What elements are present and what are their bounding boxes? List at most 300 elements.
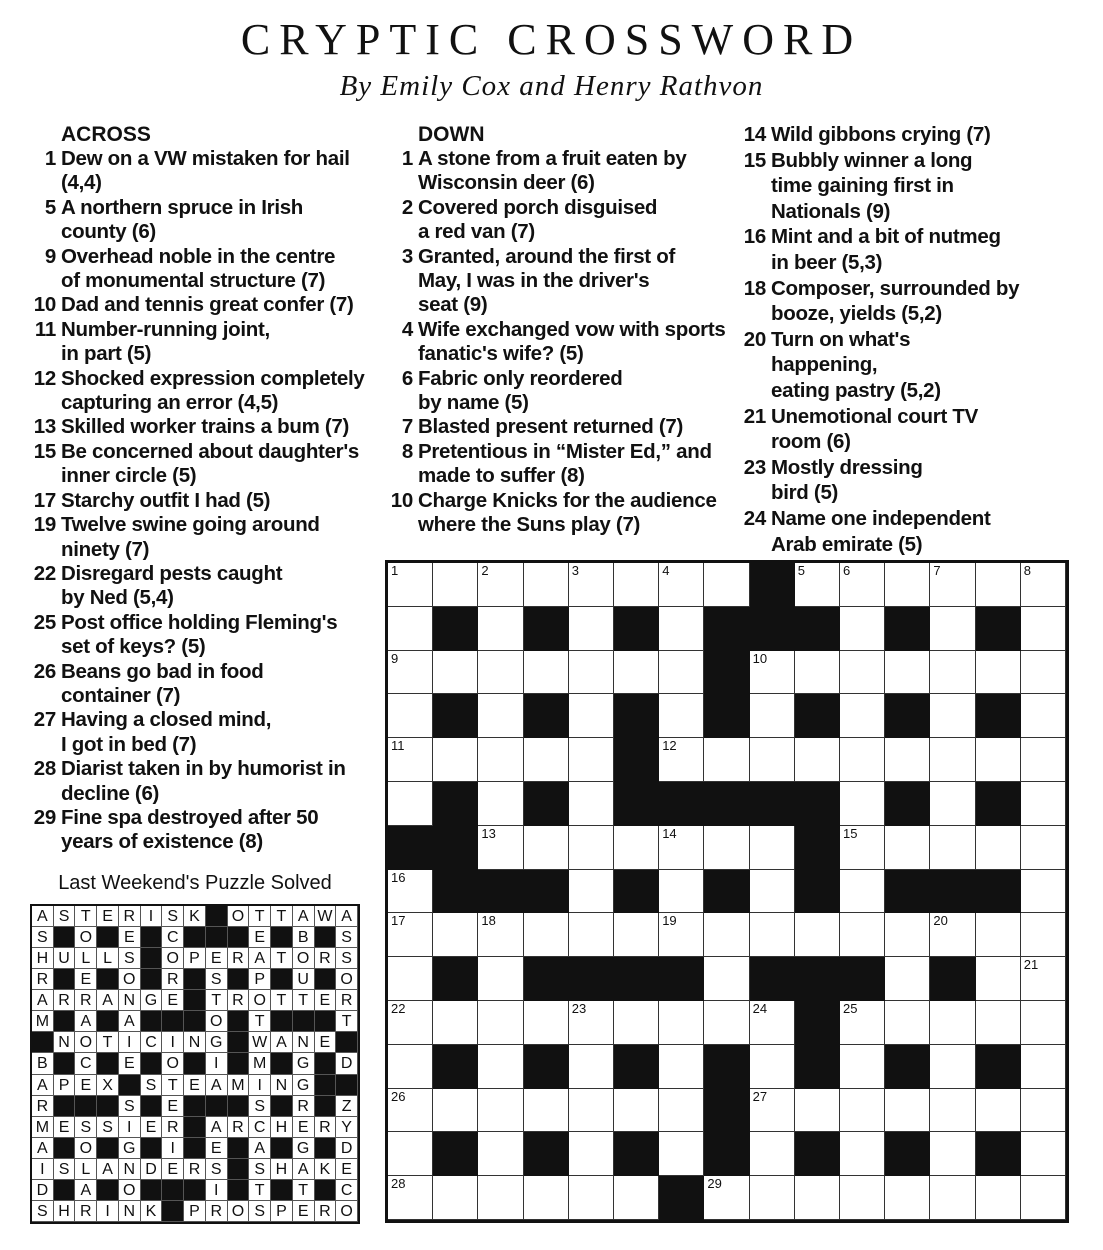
grid-cell[interactable] [1021,957,1066,1001]
grid-block [795,870,840,914]
grid-cell[interactable] [704,1001,749,1045]
grid-cell[interactable] [885,1176,930,1220]
solved-cell: P [54,1075,76,1096]
solved-cell: A [32,990,54,1011]
grid-cell[interactable] [930,738,975,782]
grid-cell[interactable] [750,651,795,695]
grid-cell[interactable] [885,1089,930,1133]
grid-cell[interactable] [840,651,885,695]
solved-cell: O [206,1011,228,1032]
clue-text: Having a closed mind, I got in bed (7) [61,708,272,756]
solved-cell: O [228,906,250,927]
solved-block [97,927,119,948]
solved-cell: E [119,927,141,948]
grid-cell[interactable] [1021,870,1066,914]
grid-cell[interactable] [659,607,704,651]
clue-number: 5 [44,195,56,219]
clue-number: 8 [401,439,413,463]
solved-cell: T [75,906,97,927]
grid-cell[interactable] [930,826,975,870]
solved-cell: T [249,906,271,927]
grid-cell[interactable] [750,826,795,870]
grid-cell[interactable] [840,563,885,607]
solved-cell: B [293,927,315,948]
grid-cell[interactable] [524,826,569,870]
grid-cell[interactable] [885,563,930,607]
grid-cell[interactable] [478,651,523,695]
solved-cell: I [119,1032,141,1053]
across-clue-1 [28,147,373,196]
solved-cell: W [249,1032,271,1053]
grid-cell-number: 16 [391,869,406,885]
grid-cell[interactable] [433,563,478,607]
grid-cell[interactable] [433,738,478,782]
grid-cell[interactable] [704,1176,749,1220]
grid-cell[interactable] [750,1045,795,1089]
grid-cell-number: 12 [662,738,677,754]
solved-cell: O [75,927,97,948]
solved-block [271,1053,293,1074]
grid-cell[interactable] [1021,694,1066,738]
grid-cell[interactable] [614,1089,659,1133]
grid-cell[interactable] [433,1001,478,1045]
solved-cell: L [75,948,97,969]
grid-cell[interactable] [1021,1089,1066,1133]
grid-cell[interactable] [524,1176,569,1220]
solved-cell: T [249,1011,271,1032]
crossword-grid[interactable] [385,560,1069,1223]
solved-cell: A [249,948,271,969]
grid-cell[interactable] [524,738,569,782]
solved-cell: A [206,1075,228,1096]
grid-block [976,782,1021,826]
grid-cell[interactable] [840,1045,885,1089]
grid-cell[interactable] [1021,1001,1066,1045]
grid-cell[interactable] [1021,1045,1066,1089]
grid-block [976,607,1021,651]
solved-cell: T [336,1011,358,1032]
grid-cell[interactable] [478,607,523,651]
grid-cell[interactable] [840,826,885,870]
grid-cell[interactable] [930,651,975,695]
clue-number: 28 [33,757,56,781]
grid-cell[interactable] [1021,826,1066,870]
grid-cell[interactable] [795,1176,840,1220]
solved-block [184,969,206,990]
solved-cell: O [249,990,271,1011]
grid-cell[interactable] [930,1176,975,1220]
grid-cell[interactable] [1021,607,1066,651]
grid-cell[interactable] [885,913,930,957]
grid-cell[interactable] [885,826,930,870]
grid-cell-number: 13 [481,825,496,841]
down-clue-16 [738,224,1083,275]
grid-block [885,1132,930,1176]
grid-cell[interactable] [750,1176,795,1220]
grid-cell[interactable] [1021,1176,1066,1220]
grid-cell[interactable] [524,913,569,957]
solved-cell: R [315,1117,337,1138]
grid-cell[interactable] [569,1045,614,1089]
solved-block [184,1011,206,1032]
grid-cell[interactable] [569,563,614,607]
solved-block [293,1011,315,1032]
grid-cell-number: 22 [391,1001,406,1016]
grid-cell[interactable] [388,607,433,651]
grid-cell[interactable] [976,957,1021,1001]
solved-cell: E [184,1075,206,1096]
grid-cell[interactable] [478,957,523,1001]
grid-cell[interactable] [840,870,885,914]
grid-cell[interactable] [614,1001,659,1045]
grid-cell[interactable] [930,1045,975,1089]
grid-cell[interactable] [704,738,749,782]
solved-block [97,1138,119,1159]
down-clue-4 [385,318,730,367]
grid-block [614,1045,659,1089]
across-clue-17 [28,489,373,513]
grid-cell[interactable] [750,1132,795,1176]
solved-cell: E [54,1117,76,1138]
grid-cell[interactable] [976,563,1021,607]
grid-cell[interactable] [704,563,749,607]
grid-cell[interactable] [659,694,704,738]
solved-cell: R [75,990,97,1011]
grid-cell[interactable] [388,694,433,738]
grid-cell-number: 24 [752,1001,768,1016]
grid-cell[interactable] [1021,1132,1066,1176]
grid-cell[interactable] [524,1089,569,1133]
grid-cell[interactable] [885,651,930,695]
grid-block [614,782,659,826]
grid-cell[interactable] [388,870,433,914]
grid-cell[interactable] [524,563,569,607]
grid-cell[interactable] [930,1132,975,1176]
grid-cell[interactable] [1021,913,1066,957]
solved-cell: O [162,948,184,969]
grid-cell[interactable] [478,1176,523,1220]
grid-cell[interactable] [750,1089,795,1133]
grid-cell[interactable] [478,1045,523,1089]
grid-cell[interactable] [659,870,704,914]
grid-cell[interactable] [840,1176,885,1220]
grid-block [478,870,523,914]
clue-number: 6 [401,366,413,390]
grid-cell[interactable] [388,1045,433,1089]
grid-block [704,870,749,914]
grid-cell[interactable] [614,826,659,870]
clue-number: 29 [33,805,56,829]
solved-cell: R [228,1117,250,1138]
grid-cell[interactable] [524,1001,569,1045]
solved-cell: T [97,1032,119,1053]
solved-cell: A [97,1159,119,1180]
grid-cell[interactable] [478,826,523,870]
grid-block [433,694,478,738]
solved-block [75,1096,97,1117]
solved-block [184,1180,206,1201]
grid-cell[interactable] [704,913,749,957]
grid-cell[interactable] [840,1089,885,1133]
solved-cell: B [32,1053,54,1074]
solved-cell: A [206,1117,228,1138]
grid-cell[interactable] [569,738,614,782]
across-heading: ACROSS [61,123,151,146]
grid-cell[interactable] [885,1001,930,1045]
clue-number: 10 [33,293,56,317]
down-heading: DOWN [418,123,485,146]
solved-cell: I [249,1075,271,1096]
grid-cell[interactable] [433,1089,478,1133]
solved-block [97,1053,119,1074]
grid-cell[interactable] [478,1001,523,1045]
clue-number: 1 [44,147,56,170]
grid-cell[interactable] [840,607,885,651]
grid-cell[interactable] [433,651,478,695]
grid-cell[interactable] [795,651,840,695]
solved-cell: R [315,948,337,969]
grid-cell[interactable] [388,1001,433,1045]
solved-cell: A [119,1011,141,1032]
grid-cell[interactable] [478,563,523,607]
grid-cell[interactable] [1021,782,1066,826]
solved-cell: N [293,1032,315,1053]
solved-cell: D [336,1138,358,1159]
solved-cell: C [141,1032,163,1053]
solved-cell: R [75,1201,97,1222]
grid-cell[interactable] [569,870,614,914]
across-clue-19 [28,513,373,562]
grid-cell[interactable] [930,607,975,651]
solved-cell: A [75,1011,97,1032]
solved-cell: D [32,1180,54,1201]
grid-cell[interactable] [795,738,840,782]
solved-cell: S [162,906,184,927]
grid-cell[interactable] [433,913,478,957]
solved-cell: S [249,1201,271,1222]
down-clue-2 [385,196,730,245]
grid-cell[interactable] [569,913,614,957]
grid-cell[interactable] [930,782,975,826]
grid-cell[interactable] [795,913,840,957]
grid-cell[interactable] [569,782,614,826]
grid-cell[interactable] [659,738,704,782]
grid-cell[interactable] [569,1001,614,1045]
solved-block [32,1032,54,1053]
grid-block [433,870,478,914]
grid-cell-number: 6 [843,563,851,578]
grid-cell[interactable] [388,782,433,826]
down-clues-continued [738,122,1083,557]
grid-cell[interactable] [614,563,659,607]
grid-cell[interactable] [1021,738,1066,782]
clue-text: Turn on what's happening, eating pastry (5,2) [771,327,941,402]
grid-cell[interactable] [659,1132,704,1176]
solved-cell: O [228,1201,250,1222]
grid-block [704,651,749,695]
solved-cell: R [228,948,250,969]
clue-text: Shocked expression completely capturing an error (4,5) [61,366,365,415]
grid-cell[interactable] [388,651,433,695]
down-clue-18 [738,276,1083,327]
solved-cell: N [119,1159,141,1180]
grid-cell[interactable] [885,738,930,782]
across-clue-29 [28,806,373,855]
grid-cell[interactable] [478,738,523,782]
solved-block [97,1180,119,1201]
grid-cell[interactable] [478,913,523,957]
grid-cell[interactable] [976,1001,1021,1045]
grid-cell[interactable] [659,651,704,695]
grid-cell[interactable] [388,1176,433,1220]
grid-cell[interactable] [976,913,1021,957]
grid-cell[interactable] [840,1132,885,1176]
grid-cell[interactable] [569,607,614,651]
solved-block [315,1075,337,1096]
solved-cell: N [119,990,141,1011]
across-clue-26 [28,660,373,709]
grid-cell[interactable] [704,826,749,870]
grid-cell[interactable] [569,651,614,695]
grid-block [795,957,840,1001]
grid-cell[interactable] [478,782,523,826]
grid-cell[interactable] [976,1089,1021,1133]
solved-cell: C [336,1180,358,1201]
grid-cell[interactable] [614,1176,659,1220]
grid-cell[interactable] [885,957,930,1001]
grid-cell[interactable] [976,738,1021,782]
grid-cell[interactable] [388,1132,433,1176]
grid-cell[interactable] [659,1001,704,1045]
solved-cell: A [336,906,358,927]
solved-cell: O [75,1138,97,1159]
grid-cell[interactable] [388,563,433,607]
grid-block [795,1045,840,1089]
across-clue-25 [28,611,373,660]
grid-cell[interactable] [750,913,795,957]
grid-cell[interactable] [614,913,659,957]
grid-cell[interactable] [659,826,704,870]
grid-cell[interactable] [795,1089,840,1133]
clue-number: 24 [743,506,766,530]
grid-cell[interactable] [1021,651,1066,695]
grid-cell[interactable] [388,738,433,782]
puzzle-byline: By Emily Cox and Henry Rathvon [339,70,764,102]
grid-cell[interactable] [478,1132,523,1176]
solved-cell: X [97,1075,119,1096]
grid-cell[interactable] [478,1089,523,1133]
solved-cell: A [249,1138,271,1159]
clue-text: Beans go bad in food container (7) [61,659,264,707]
grid-cell[interactable] [388,1089,433,1133]
solved-block [54,969,76,990]
solved-cell: T [271,906,293,927]
grid-cell[interactable] [840,913,885,957]
clue-text: Starchy outfit I had (5) [61,488,271,512]
grid-cell[interactable] [930,563,975,607]
grid-block [614,607,659,651]
grid-cell[interactable] [569,1089,614,1133]
grid-cell[interactable] [1021,563,1066,607]
grid-cell[interactable] [840,1001,885,1045]
grid-cell[interactable] [569,826,614,870]
solved-block [54,1180,76,1201]
grid-cell[interactable] [659,1089,704,1133]
grid-cell[interactable] [930,694,975,738]
grid-cell[interactable] [750,738,795,782]
grid-cell[interactable] [478,694,523,738]
grid-cell[interactable] [930,1089,975,1133]
solved-cell: A [97,990,119,1011]
grid-block [614,738,659,782]
clue-number: 4 [401,317,413,341]
grid-cell[interactable] [388,957,433,1001]
grid-cell[interactable] [930,913,975,957]
solved-block [228,1011,250,1032]
solved-cell: A [75,1180,97,1201]
grid-block [976,1045,1021,1089]
grid-cell[interactable] [569,694,614,738]
grid-block [976,694,1021,738]
grid-cell-number: 10 [752,650,768,666]
grid-cell[interactable] [704,957,749,1001]
clue-number: 2 [401,195,413,219]
grid-cell-number: 19 [662,913,677,929]
grid-cell[interactable] [750,870,795,914]
grid-cell[interactable] [388,913,433,957]
grid-cell[interactable] [750,1001,795,1045]
grid-cell[interactable] [433,1176,478,1220]
grid-cell-number: 5 [797,563,806,578]
grid-cell[interactable] [659,1045,704,1089]
solved-cell: L [97,948,119,969]
grid-cell[interactable] [795,563,840,607]
down-clues [385,122,730,538]
clue-text: A stone from a fruit eaten by Wisconsin deer (6) [418,147,687,195]
grid-cell[interactable] [840,738,885,782]
grid-block [524,957,569,1001]
across-clue-12 [28,367,373,416]
clue-text: Blasted present returned (7) [418,415,683,439]
grid-block [704,1089,749,1133]
grid-cell[interactable] [976,1176,1021,1220]
grid-cell[interactable] [614,651,659,695]
grid-cell[interactable] [750,694,795,738]
clue-text: Twelve swine going around ninety (7) [61,513,320,561]
solved-puzzle-grid [30,904,360,1224]
grid-cell[interactable] [840,782,885,826]
solved-cell: S [97,1117,119,1138]
solved-cell: Y [336,1117,358,1138]
grid-cell[interactable] [976,826,1021,870]
grid-cell[interactable] [976,651,1021,695]
grid-cell[interactable] [569,1176,614,1220]
clue-text: Dad and tennis great confer (7) [61,293,354,317]
solved-cell: I [32,1159,54,1180]
down-clue-15 [738,148,1083,225]
down-clue-14 [738,122,1083,148]
clue-number: 26 [33,659,56,683]
grid-cell[interactable] [840,694,885,738]
solved-cell: G [119,1138,141,1159]
grid-cell[interactable] [659,563,704,607]
grid-cell[interactable] [524,651,569,695]
grid-cell[interactable] [659,913,704,957]
solved-cell: E [315,990,337,1011]
grid-cell[interactable] [930,1001,975,1045]
solved-block [184,990,206,1011]
grid-cell[interactable] [569,1132,614,1176]
